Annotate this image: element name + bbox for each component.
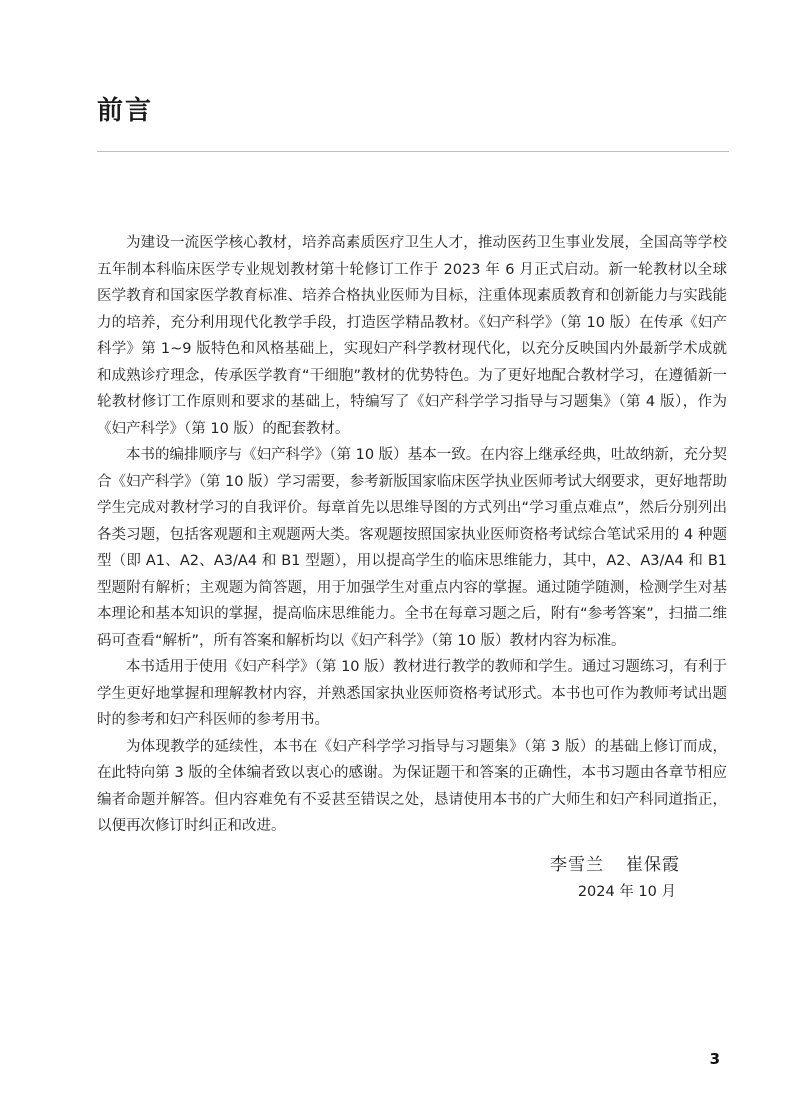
signature-date: 2024 年 10 月 [577,884,676,900]
preface-paragraph: 本书适用于使用《妇产科学》（第 10 版）教材进行教学的教师和学生。通过习题练习，有利于学生更好地掌握和理解教材内容，并熟悉国家执业医师资格考试形式。本书也可作为教师考试出题时的参考和妇产科医师的参考用书。 [97,659,727,728]
author-name: 李雪兰 [550,855,604,875]
preface-body [97,230,727,840]
page-number: 3 [709,1050,720,1068]
preface-paragraph: 为建设一流医学核心教材，培养高素质医疗卫生人才，推动医药卫生事业发展，全国高等学校五年制本科临床医学专业规划教材第十轮修订工作于 2023 年 6 月正式启动。新一轮教材以全球医学教育和国家医学教育标准、培养合格执业医师为目标，注重体现素质教育和创新能力与实践能力的培养，充分利用现代化教学手段，打造医学精品教材。《妇产科学》（第 10 版）在传承《妇产科学》第 1~9 版特色和风格基础上，实现妇产科学教材现代化，以充分反映国内外最新学术成就和成熟诊疗理念，传承医学教育“干细胞”教材的优势特色。为了更好地配合教材学习，在遵循新一轮教材修订工作原则和要求的基础上，特编写了《妇产科学学习指导与习题集》（第 4 版），作为《妇产科学》（第 10 版）的配套教材。 [97,235,727,437]
page-title: 前言 [97,96,154,126]
preface-paragraph: 本书的编排顺序与《妇产科学》（第 10 版）基本一致。在内容上继承经典，吐故纳新，充分契合《妇产科学》（第 10 版）学习需要，参考新版国家临床医学执业医师考试大纲要求，更好地帮助学生完成对教材学习的自我评价。每章首先以思维导图的方式列出“学习重点难点”，然后分别列出各类习题，包括客观题和主观题两大类。客观题按照国家执业医师资格考试综合笔试采用的 4 种题型（即 A1、A2、A3/A4 和 B1 型题），用以提高学生的临床思维能力，其中，A2、A3/A4 和 B1 型题附有解析；主观题为简答题，用于加强学生对重点内容的掌握。通过随学随测，检测学生对基本理论和基本知识的掌握，提高临床思维能力。全书在每章习题之后，附有“参考答案”，扫描二维码可查看“解析”，所有答案和解析均以《妇产科学》（第 10 版）教材内容为标准。 [97,447,727,649]
title-divider [97,151,729,152]
preface-paragraph: 为体现教学的延续性，本书在《妇产科学学习指导与习题集》（第 3 版）的基础上修订而成，在此特向第 3 版的全体编者致以衷心的感谢。为保证题干和答案的正确性，本书习题由各章节相应编者命题并解答。但内容难免有不妥甚至错误之处，恳请使用本书的广大师生和妇产科同道指正，以便再次修订时纠正和改进。 [97,738,727,834]
author-signature [550,853,680,877]
author-name: 崔保霞 [626,855,680,875]
